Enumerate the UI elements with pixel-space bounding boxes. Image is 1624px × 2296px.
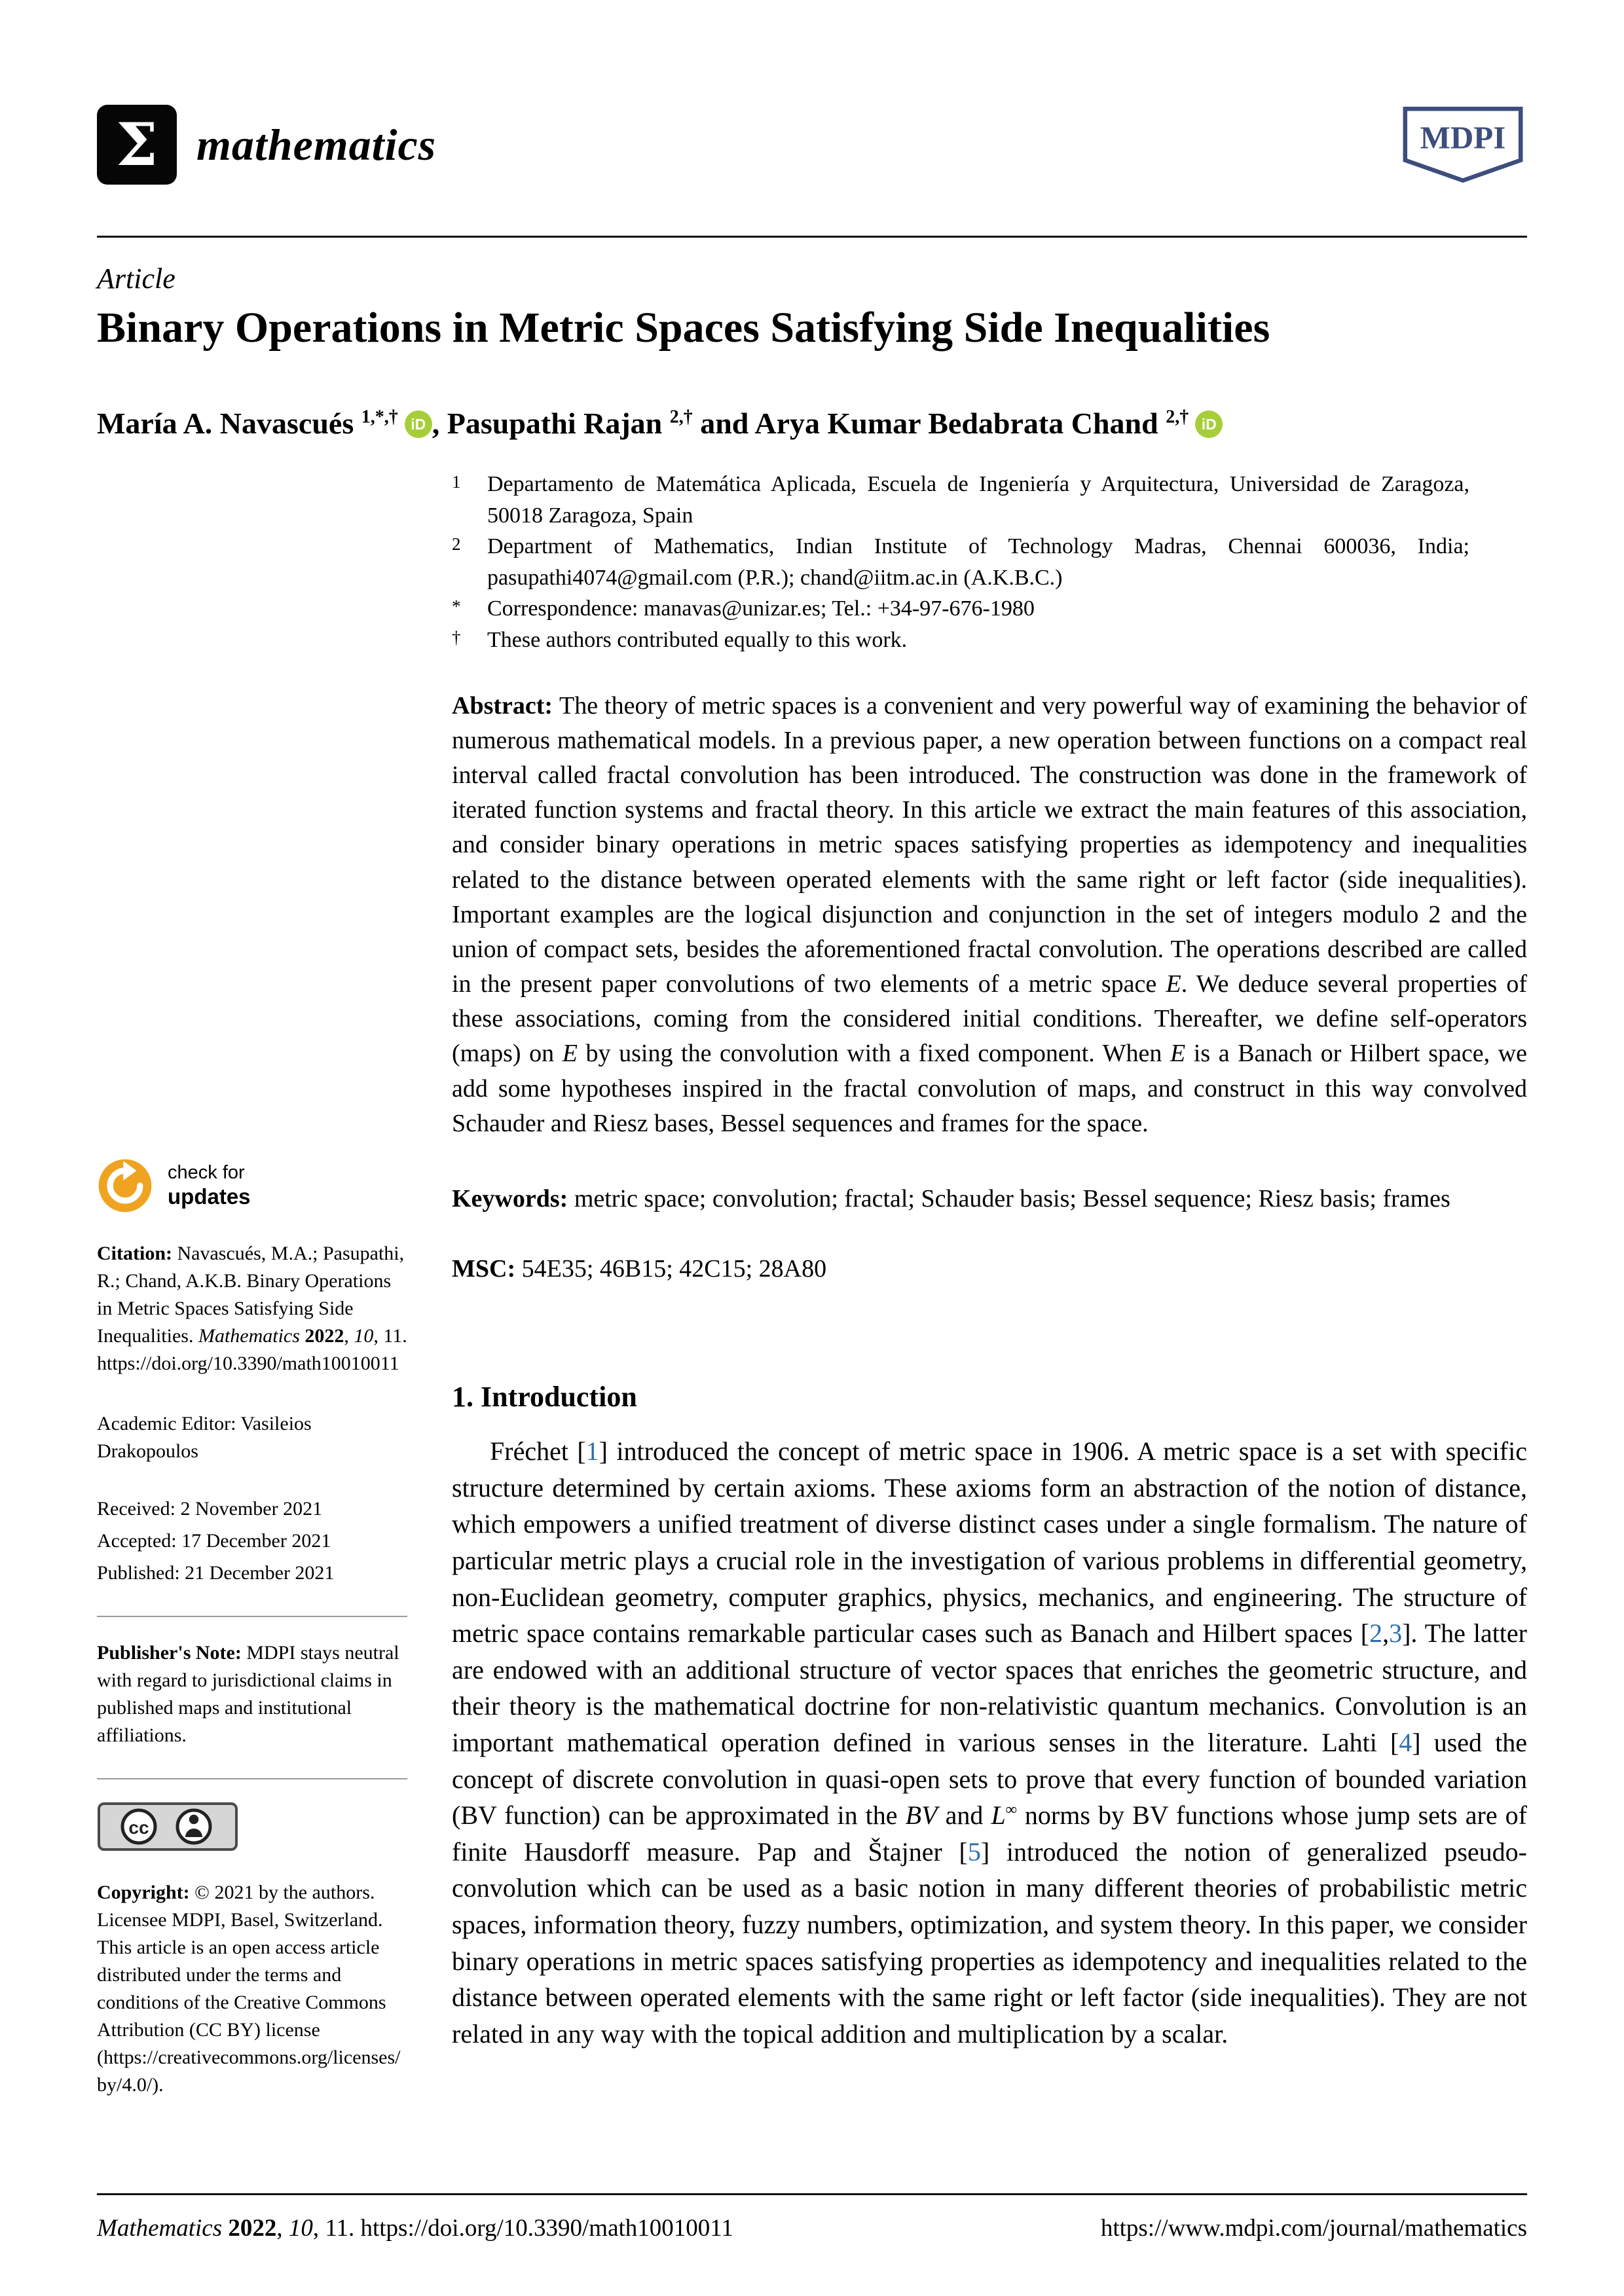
received-date: Received: 2 November 2021 (97, 1498, 323, 1520)
section-heading-introduction: 1. Introduction (452, 1381, 637, 1413)
text-segment: 2,† (669, 407, 693, 428)
affiliation-text: Department of Mathematics, Indian Institute of Technology Madras, Chennai 600036, India; pasupathi4074@gmail.com (P.R.); chand@iitm.ac.in (A.K.B.C.) (487, 534, 1469, 590)
text-segment: ] used the concept of discrete convolution in quasi-open sets to prove that every function of bounded variation (BV function) can be approximated in the (452, 1727, 1527, 1831)
text-segment: Copyright: (97, 1882, 195, 1903)
content (97, 469, 1527, 2096)
academic-editor: Academic Editor: Vasileios Drakopoulos (97, 1413, 312, 1462)
abstract (452, 689, 1527, 1141)
header-divider (97, 236, 1527, 238)
equal-contribution-text: These authors contributed equally to this work. (487, 627, 908, 652)
correspondence-text: Correspondence: manavas@unizar.es; Tel.: +34-97-676-1980 (487, 596, 1035, 621)
text-segment: Keywords: (452, 1185, 574, 1212)
affiliation-marker: 2 (452, 534, 461, 555)
text-segment: MDPI stays neutral with regard to jurisdictional claims in published maps and institutional affiliations. (97, 1642, 399, 1746)
affiliation-marker: * (452, 596, 461, 617)
affiliation-marker: 1 (452, 472, 461, 492)
article-title: Binary Operations in Metric Spaces Satisfying Side Inequalities (97, 304, 1270, 352)
sigma-logo-icon: Σ (97, 105, 177, 185)
keywords (452, 1182, 1527, 1216)
text-segment: L (991, 1800, 1006, 1831)
text-segment: , 11. https://doi.org/10.3390/math10010011 (97, 1325, 407, 1374)
text-segment: Mathematics (97, 2215, 229, 2242)
text-segment: is a Banach or Hilbert space, we add some hypotheses inspired in the fractal convolution of maps, and construct in this way convolved Schauder and Riesz bases, Bessel sequences and frames for the space. (452, 1040, 1527, 1137)
accepted-date: Accepted: 17 December 2021 (97, 1530, 331, 1552)
text-segment: , (276, 2215, 289, 2242)
journal-name: mathematics (196, 119, 437, 170)
citation-ref[interactable]: 5 (967, 1836, 981, 1867)
text-segment: 2022 (228, 2215, 277, 2242)
equal-contribution-row (452, 625, 1527, 656)
footer-journal-url[interactable]: https://www.mdpi.com/journal/mathematics (1100, 2215, 1527, 2242)
text-segment: 54E35; 46B15; 42C15; 28A80 (521, 1255, 827, 1283)
text-segment: ]. The latter are endowed with an additional structure of vector spaces that enriches the geometric structure, and their theory is the mathematical doctrine for non-relativistic quantum mechanics. Convolution is an important mathematical operation defined in various senses in the literature. Lahti [ (452, 1618, 1527, 1757)
main-column (452, 469, 1527, 2052)
affiliation-row (452, 469, 1527, 531)
text-segment: Publisher's Note: (97, 1642, 247, 1664)
page-footer (97, 2214, 1527, 2242)
correspondence-row (452, 593, 1527, 625)
text-segment: 10 (288, 2215, 313, 2242)
published-date: Published: 21 December 2021 (97, 1562, 335, 1584)
badge-line-2: updates (168, 1184, 251, 1209)
text-segment: . We deduce several properties of these associations, coming from the considered initial conditions. Thereafter, we define self-operators (maps) on (452, 970, 1527, 1068)
text-segment: 10 (354, 1325, 374, 1347)
text-segment: norms by BV functions whose jump sets are of finite Hausdorff measure. Pap and Štajner [ (452, 1800, 1527, 1867)
masthead (97, 103, 1527, 186)
text-segment: 2,† (1166, 407, 1189, 428)
text-segment: and (937, 1800, 991, 1831)
crossmark-icon (97, 1157, 153, 1214)
text-segment: , (344, 1325, 354, 1347)
footer-citation (97, 2214, 733, 2242)
orcid-icon[interactable]: iD (1195, 410, 1223, 438)
orcid-icon[interactable]: iD (405, 410, 432, 438)
text-segment: E (562, 1040, 578, 1068)
text-segment: 1,*,† (361, 407, 398, 428)
introduction-paragraph (452, 1433, 1527, 2052)
affiliation-row (452, 531, 1527, 593)
text-segment: by using the convolution with a fixed component. When (577, 1040, 1170, 1068)
affiliations (452, 469, 1527, 656)
text-segment: MSC: (452, 1255, 522, 1283)
citation-block (97, 1240, 407, 1377)
citation-ref[interactable]: 3 (1389, 1618, 1403, 1649)
text-segment: BV (905, 1800, 938, 1831)
affiliation-marker: † (452, 627, 461, 647)
text-segment: María A. Navascués (97, 407, 361, 440)
citation-ref[interactable]: 1 (585, 1436, 599, 1467)
text-segment: E (1166, 970, 1181, 998)
mdpi-logo-icon (1399, 103, 1527, 186)
text-segment: Fréchet [ (490, 1436, 586, 1467)
text-segment: metric space; convolution; fractal; Schauder basis; Bessel sequence; Riesz basis; frames (574, 1185, 1450, 1212)
affiliation-text: Departamento de Matemática Aplicada, Escuela de Ingeniería y Arquitectura, Universidad de Zaragoza, 50018 Zaragoza, Spain (487, 472, 1469, 528)
badge-line-1: check for (168, 1162, 245, 1184)
cc-by-license-icon[interactable] (97, 1802, 238, 1851)
text-segment: The theory of metric spaces is a convenient and very powerful way of examining the behavior of numerous mathematical models. In a previous paper, a new operation between functions on a compact real interval called fractal convolution has been introduced. The construction was done in the framework of iterated function systems and fractal theory. In this article we extract the main features of this association, and consider binary operations in metric spaces satisfying properties as idempotency and inequalities related to the distance between operated elements with the same right or left factor (side inequalities). Important examples are the logical disjunction and conjunction in the set of integers modulo 2 and the union of compact sets, besides the aforementioned fractal convolution. The operations described are called in the present paper convolutions of two elements of a metric space (452, 691, 1527, 998)
mdpi-logo-text: MDPI (1420, 119, 1506, 156)
text-segment: 2022 (304, 1325, 344, 1347)
cc-glyph: cc (128, 1817, 149, 1838)
check-for-updates-badge[interactable] (97, 1157, 407, 1214)
text-segment: , Pasupathi Rajan (432, 407, 670, 440)
citation-ref[interactable]: 4 (1399, 1727, 1412, 1757)
check-for-updates-label (168, 1162, 251, 1209)
article-type-label: Article (97, 263, 175, 295)
text-segment: ] introduced the notion of generalized pseudo-convolution which can be used as a basic notion in many different theories of probabilistic metric spaces, information theory, fuzzy numbers, optimization, and system theory. In this paper, we consider binary operations in metric spaces satisfying properties as idempotency and inequalities related to the distance between operated elements with the same right or left factor (side inequalities). They are not related in any way with the topical addition and multiplication by a scalar. (452, 1836, 1527, 2049)
sidebar (97, 1157, 407, 2099)
license-block (97, 1778, 407, 2099)
text-segment: Abstract: (452, 691, 560, 720)
text-segment: Citation: (97, 1243, 177, 1264)
copyright-text (97, 1879, 407, 2099)
text-segment: , (1382, 1618, 1390, 1649)
text-segment: © 2021 by the authors. Licensee MDPI, Basel, Switzerland. This article is an open access article distributed under the terms and conditions of the Creative Commons Attribution (CC BY) license (https://creativecommons.org/licenses/by/4.0/). (97, 1882, 401, 2096)
dates-block (97, 1495, 407, 1587)
text-segment: E (1170, 1040, 1186, 1068)
publisher-note (97, 1616, 407, 1749)
footer-divider (97, 2193, 1527, 2195)
authors-line (97, 406, 1527, 441)
text-segment: ] introduced the concept of metric space in 1906. A metric space is a set with specific structure determined by certain axioms. These axioms form an abstraction of the notion of distance, which empowers a unified treatment of diverse distinct cases under a single formalism. The nature of particular metric plays a crucial role in the investigation of various problems in differential geometry, non-Euclidean geometry, computer graphics, physics, mechanics, and engineering. The structure of metric space contains remarkable particular cases such as Banach and Hilbert spaces [ (452, 1436, 1527, 1649)
journal-brand (97, 105, 436, 185)
text-segment: Navascués, M.A.; Pasupathi, R.; Chand, A.K.B. Binary Operations in Metric Spaces Satisfying Side Inequalities. (97, 1243, 405, 1347)
citation-ref[interactable]: 2 (1369, 1618, 1383, 1649)
text-segment: and Arya Kumar Bedabrata Chand (692, 407, 1166, 440)
text-segment: , 11. https://doi.org/10.3390/math10010011 (312, 2215, 733, 2242)
text-segment: Mathematics (198, 1325, 305, 1347)
msc (452, 1254, 1527, 1283)
text-segment: ∞ (1005, 1801, 1017, 1819)
